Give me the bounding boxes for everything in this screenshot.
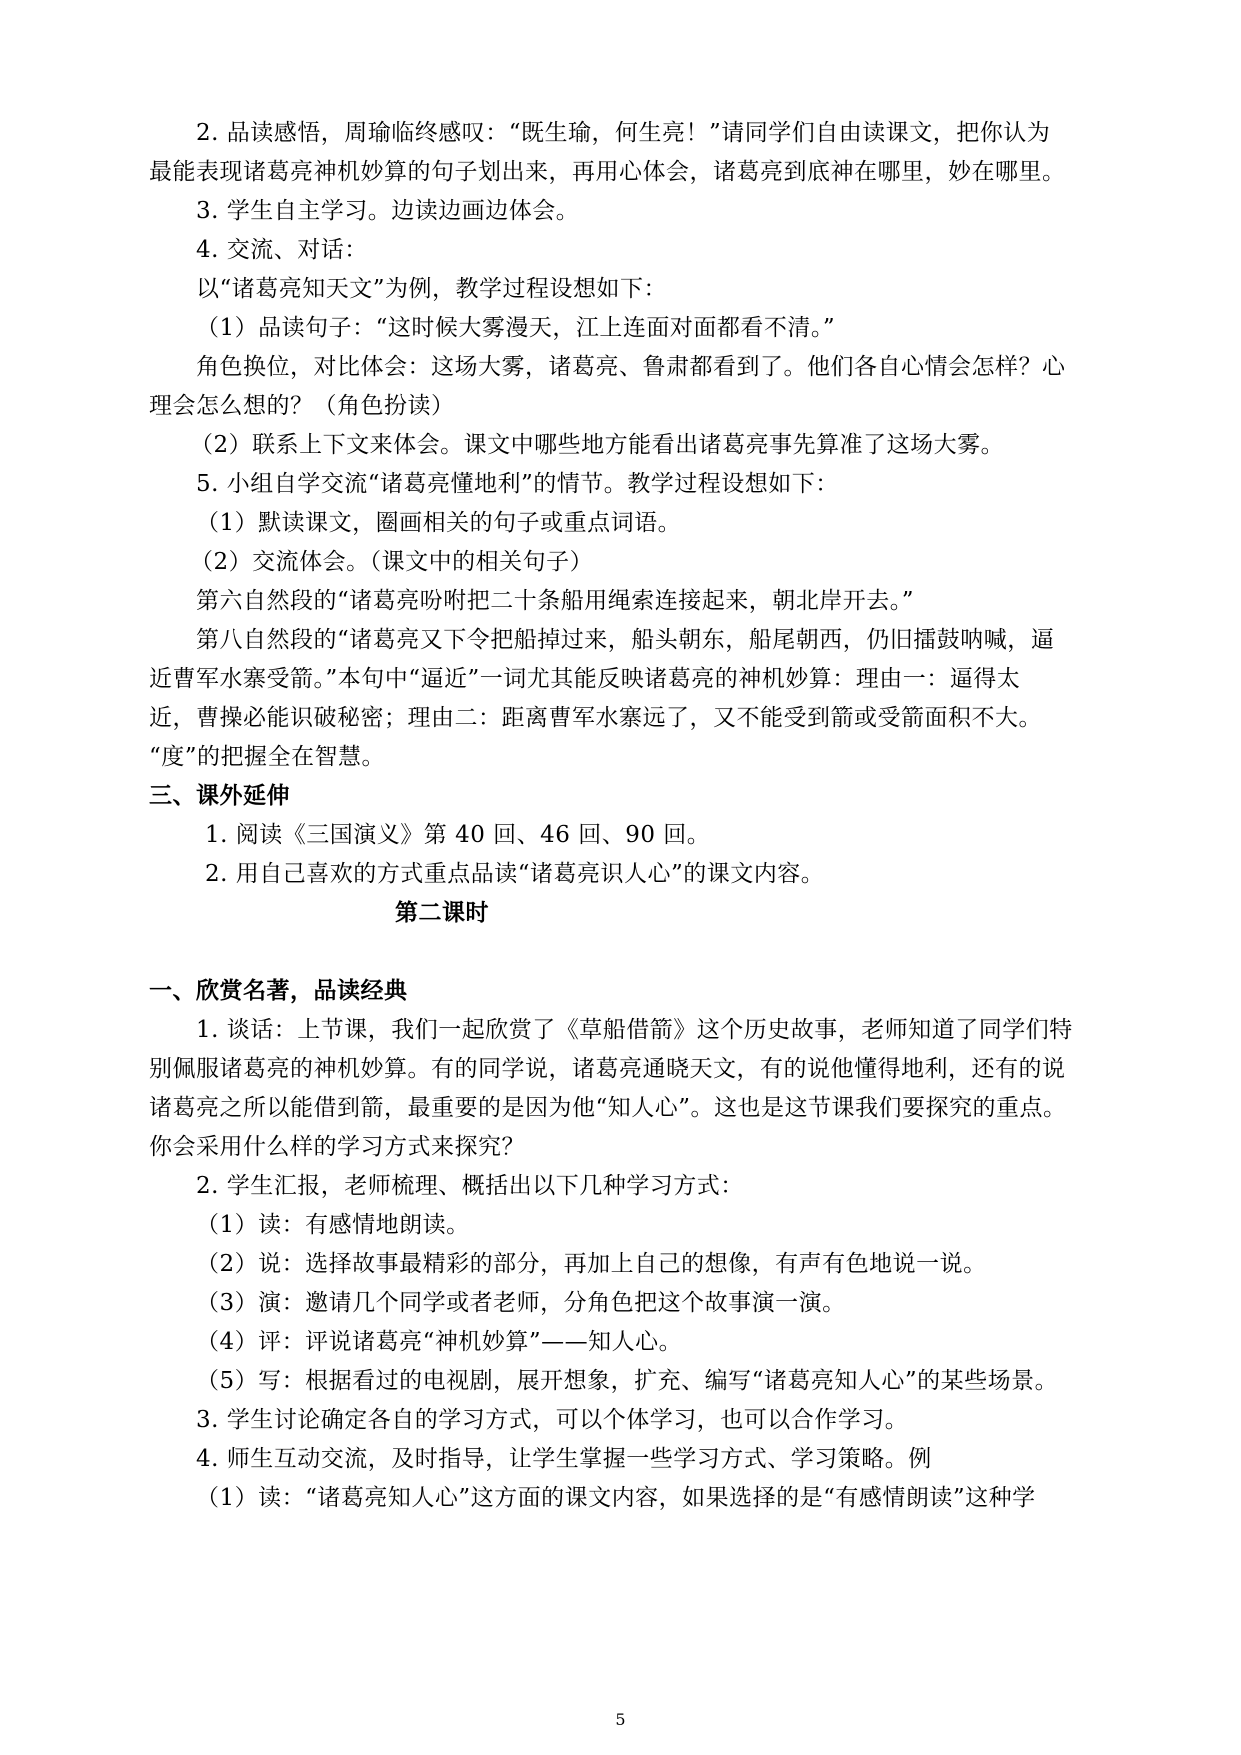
paragraph-line: 5. 小组自学交流“诸葛亮懂地利”的情节。教学过程设想如下： [196,471,839,497]
paragraph-line: 第八自然段的“诸葛亮又下令把船掉过来，船头朝东，船尾朝西，仍旧擂鼓呐喊，逼 [196,627,1055,653]
paragraph-line: 近曹军水寨受箭。”本句中“逼近”一词尤其能反映诸葛亮的神机妙算：理由一：逼得太 [149,666,1021,692]
paragraph-line: （2）联系上下文来体会。课文中哪些地方能看出诸葛亮事先算准了这场大雾。 [190,432,1005,458]
paragraph-line: 3. 学生讨论确定各自的学习方式，可以个体学习，也可以合作学习。 [196,1407,909,1433]
paragraph-line: （2）说：选择故事最精彩的部分，再加上自己的想像，有声有色地说一说。 [196,1251,987,1277]
paragraph-line: 4. 师生互动交流，及时指导，让学生掌握一些学习方式、学习策略。例 [196,1446,932,1472]
paragraph-line: 2. 品读感悟，周瑜临终感叹：“既生瑜，何生亮！”请同学们自由读课文，把你认为 [196,120,1051,146]
paragraph-line: 3. 学生自主学习。边读边画边体会。 [196,198,580,224]
section-heading: 三、课外延伸 [149,783,290,809]
paragraph-line: 诸葛亮之所以能借到箭，最重要的是因为他“知人心”。这也是这节课我们要探究的重点。 [149,1095,1067,1121]
paragraph-line: （3）演：邀请几个同学或者老师，分角色把这个故事演一演。 [196,1290,846,1316]
paragraph-line: 1. 谈话：上节课，我们一起欣赏了《草船借箭》这个历史故事，老师知道了同学们特 [196,1017,1073,1043]
paragraph-line: 第六自然段的“诸葛亮吩咐把二十条船用绳索连接起来，朝北岸开去。” [196,588,915,614]
paragraph-line: （5）写：根据看过的电视剧，展开想象，扩充、编写“诸葛亮知人心”的某些场景。 [196,1368,1059,1394]
paragraph-line: 4. 交流、对话： [196,237,368,263]
paragraph-line: 你会采用什么样的学习方式来探究？ [149,1134,525,1160]
paragraph-line: 1. 阅读《三国演义》第 40 回、46 回、90 回。 [205,822,711,848]
paragraph-line: （4）评：评说诸葛亮“神机妙算”——知人心。 [196,1329,683,1355]
paragraph-line: 2. 用自己喜欢的方式重点品读“诸葛亮识人心”的课文内容。 [205,861,825,887]
section-heading: 一、欣赏名著，品读经典 [149,978,408,1004]
paragraph-line: 角色换位，对比体会：这场大雾，诸葛亮、鲁肃都看到了。他们各自心情会怎样？心 [196,354,1066,380]
lesson-heading: 第二课时 [395,900,489,926]
paragraph-line: （1）读：“诸葛亮知人心”这方面的课文内容，如果选择的是“有感情朗读”这种学 [196,1485,1036,1511]
paragraph-line: 以“诸葛亮知天文”为例，教学过程设想如下： [196,276,668,302]
paragraph-line: （1）读：有感情地朗读。 [196,1212,470,1238]
paragraph-line: 2. 学生汇报，老师梳理、概括出以下几种学习方式： [196,1173,744,1199]
paragraph-line: 近，曹操必能识破秘密；理由二：距离曹军水寨远了，又不能受到箭或受箭面积不大。 [149,705,1042,731]
paragraph-line: （2）交流体会。（课文中的相关句子） [190,549,594,575]
paragraph-line: 最能表现诸葛亮神机妙算的句子划出来，再用心体会，诸葛亮到底神在哪里，妙在哪里。 [149,159,1066,185]
paragraph-line: 理会怎么想的？（角色扮读） [149,393,455,419]
paragraph-line: “度”的把握全在智慧。 [149,744,386,770]
paragraph-line: 别佩服诸葛亮的神机妙算。有的同学说，诸葛亮通晓天文，有的说他懂得地利，还有的说 [149,1056,1066,1082]
paragraph-line: （1）品读句子：“这时候大雾漫天，江上连面对面都看不清。” [196,315,836,341]
page-number: 5 [615,1710,626,1729]
paragraph-line: （1）默读课文，圈画相关的句子或重点词语。 [196,510,682,536]
